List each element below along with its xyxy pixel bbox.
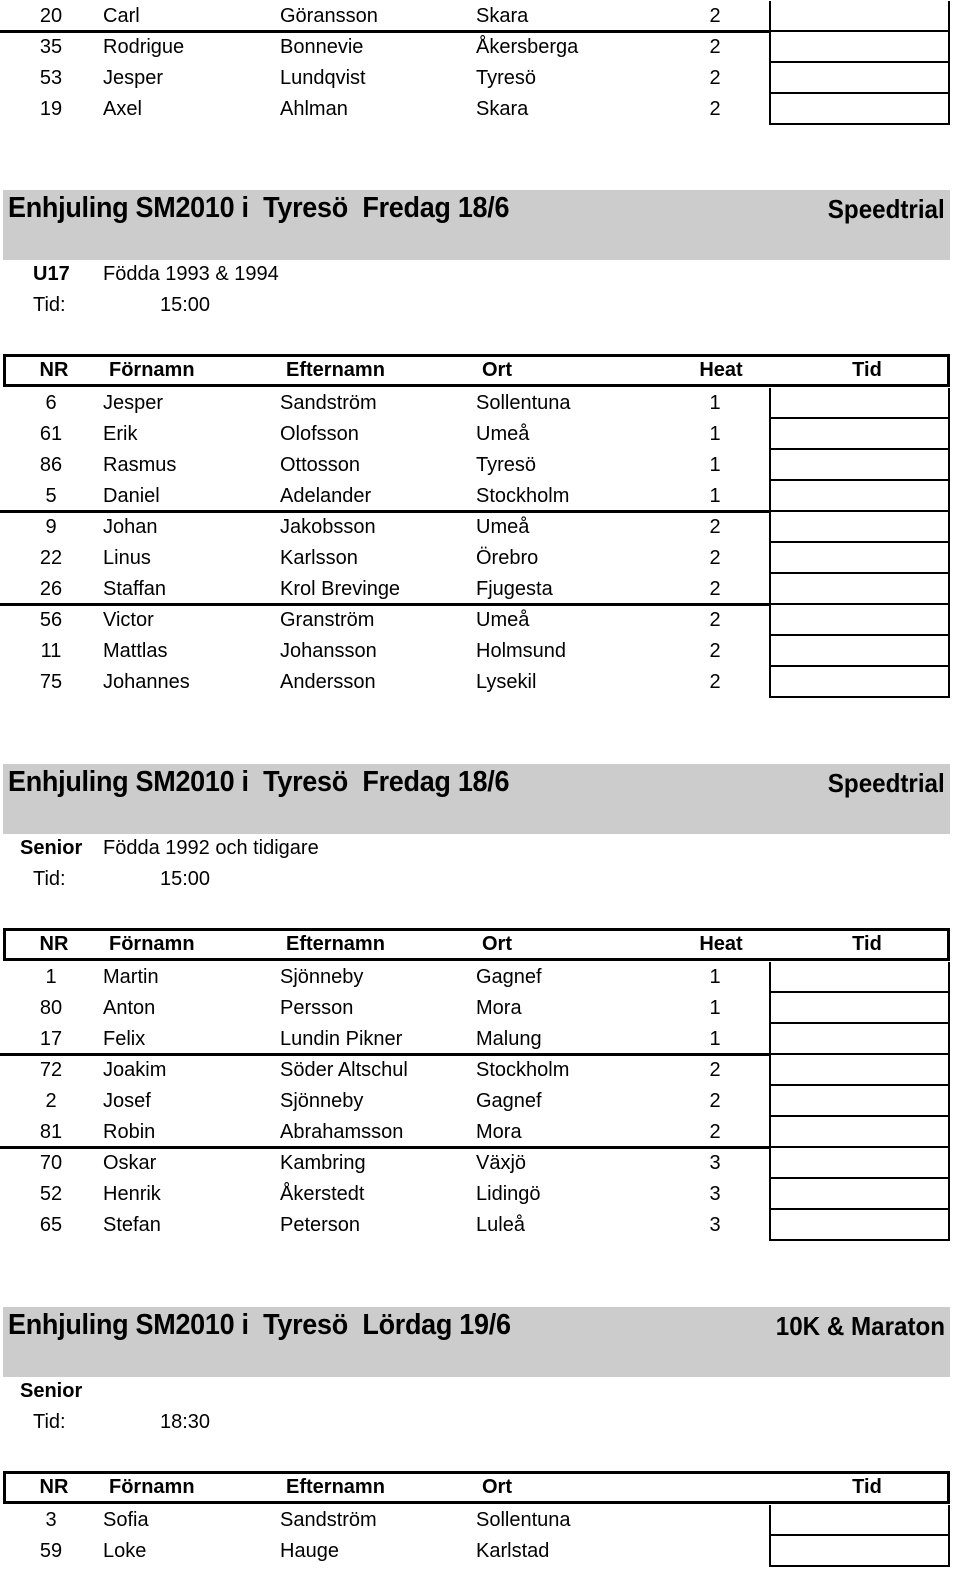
city: Gagnef xyxy=(476,966,542,988)
first-name: Johannes xyxy=(103,671,190,693)
time-entry-cell[interactable] xyxy=(769,1117,950,1148)
city: Tyresö xyxy=(476,67,537,89)
section-banner xyxy=(3,190,950,260)
table-row xyxy=(0,1024,960,1055)
header-tid: Tid xyxy=(852,933,882,955)
first-name: Carl xyxy=(103,5,140,27)
heat-group-divider xyxy=(0,1053,770,1056)
last-name: Abrahamsson xyxy=(280,1121,404,1143)
table-row xyxy=(0,388,960,419)
last-name: Ottosson xyxy=(280,454,361,476)
last-name: Sandström xyxy=(280,392,377,414)
time-entry-cell[interactable] xyxy=(769,1,950,32)
bib-number: 56 xyxy=(39,609,63,631)
heat-number: 2 xyxy=(709,5,721,27)
category-label: Senior xyxy=(20,837,83,859)
heat-number: 1 xyxy=(709,1028,721,1050)
time-entry-cell[interactable] xyxy=(769,1536,950,1567)
heat-number: 1 xyxy=(709,392,721,414)
table-row xyxy=(0,94,960,125)
bib-number: 75 xyxy=(39,671,63,693)
city: Mora xyxy=(476,997,522,1019)
table-row xyxy=(0,1055,960,1086)
heat-number: 1 xyxy=(709,454,721,476)
table-row xyxy=(0,605,960,636)
first-name: Joakim xyxy=(103,1059,167,1081)
city: Örebro xyxy=(476,547,539,569)
time-entry-cell[interactable] xyxy=(769,1024,950,1055)
time-entry-cell[interactable] xyxy=(769,962,950,993)
time-entry-cell[interactable] xyxy=(769,94,950,125)
city: Fjugesta xyxy=(476,578,553,600)
time-entry-cell[interactable] xyxy=(769,1148,950,1179)
bib-number: 86 xyxy=(39,454,63,476)
bib-number: 2 xyxy=(45,1090,57,1112)
table-header xyxy=(3,1471,950,1504)
table-row xyxy=(0,1086,960,1117)
time-entry-cell[interactable] xyxy=(769,512,950,543)
first-name: Stefan xyxy=(103,1214,161,1236)
first-name: Johan xyxy=(103,516,158,538)
bib-number: 72 xyxy=(39,1059,63,1081)
first-name: Jesper xyxy=(103,392,164,414)
heat-number: 2 xyxy=(709,516,721,538)
table-row xyxy=(0,574,960,605)
banner-title: Enhjuling SM2010 i Tyresö Fredag 18/6 xyxy=(8,192,510,224)
last-name: Göransson xyxy=(280,5,378,27)
bib-number: 80 xyxy=(39,997,63,1019)
first-name: Rasmus xyxy=(103,454,177,476)
table-row xyxy=(0,481,960,512)
bib-number: 6 xyxy=(45,392,57,414)
last-name: Adelander xyxy=(280,485,372,507)
heat-number: 2 xyxy=(709,671,721,693)
table-row xyxy=(0,993,960,1024)
heat-number: 2 xyxy=(709,547,721,569)
banner-title: Enhjuling SM2010 i Tyresö Lördag 19/6 xyxy=(8,1309,511,1341)
header-last: Efternamn xyxy=(286,359,385,381)
header-nr: NR xyxy=(39,359,69,381)
time-entry-cell[interactable] xyxy=(769,543,950,574)
heat-number: 1 xyxy=(709,997,721,1019)
last-name: Sjönneby xyxy=(280,966,364,988)
heat-number: 2 xyxy=(709,640,721,662)
time-label: Tid: xyxy=(33,294,66,316)
table-row xyxy=(0,1148,960,1179)
header-first: Förnamn xyxy=(109,1476,195,1498)
heat-number: 2 xyxy=(709,1121,721,1143)
bib-number: 52 xyxy=(39,1183,63,1205)
last-name: Bonnevie xyxy=(280,36,364,58)
table-row xyxy=(0,512,960,543)
bib-number: 17 xyxy=(39,1028,63,1050)
heat-number: 3 xyxy=(709,1183,721,1205)
category-label: Senior xyxy=(20,1380,83,1402)
heat-group-divider xyxy=(0,603,770,606)
city: Lysekil xyxy=(476,671,537,693)
table-row xyxy=(0,1505,960,1536)
first-name: Victor xyxy=(103,609,154,631)
heat-group-divider xyxy=(0,30,770,33)
time-label: Tid: xyxy=(33,1411,66,1433)
heat-number: 2 xyxy=(709,1090,721,1112)
bib-number: 59 xyxy=(39,1540,63,1562)
first-name: Axel xyxy=(103,98,142,120)
header-ort: Ort xyxy=(482,1476,512,1498)
city: Gagnef xyxy=(476,1090,542,1112)
last-name: Krol Brevinge xyxy=(280,578,401,600)
table-row xyxy=(0,1536,960,1567)
city: Tyresö xyxy=(476,454,537,476)
bib-number: 3 xyxy=(45,1509,57,1531)
city: Holmsund xyxy=(476,640,567,662)
heat-number: 3 xyxy=(709,1152,721,1174)
header-nr: NR xyxy=(39,1476,69,1498)
last-name: Andersson xyxy=(280,671,376,693)
city: Åkersberga xyxy=(476,36,579,58)
last-name: Karlsson xyxy=(280,547,358,569)
banner-event: Speedtrial xyxy=(828,194,945,224)
time-entry-cell[interactable] xyxy=(769,450,950,481)
category-description: Födda 1992 och tidigare xyxy=(103,837,319,859)
time-entry-cell[interactable] xyxy=(769,388,950,419)
table-header xyxy=(3,928,950,961)
time-entry-cell[interactable] xyxy=(769,1055,950,1086)
time-label: Tid: xyxy=(33,868,66,890)
first-name: Oskar xyxy=(103,1152,157,1174)
heat-number: 2 xyxy=(709,578,721,600)
bib-number: 9 xyxy=(45,516,57,538)
heat-group-divider xyxy=(0,1146,770,1149)
header-tid: Tid xyxy=(852,1476,882,1498)
header-tid: Tid xyxy=(852,359,882,381)
bib-number: 65 xyxy=(39,1214,63,1236)
first-name: Linus xyxy=(103,547,151,569)
last-name: Johansson xyxy=(280,640,377,662)
bib-number: 1 xyxy=(45,966,57,988)
header-last: Efternamn xyxy=(286,933,385,955)
last-name: Peterson xyxy=(280,1214,361,1236)
bib-number: 20 xyxy=(39,5,63,27)
heat-number: 1 xyxy=(709,485,721,507)
banner-event: Speedtrial xyxy=(828,768,945,798)
table-header xyxy=(3,354,950,387)
table-row xyxy=(0,962,960,993)
city: Umeå xyxy=(476,609,530,631)
header-first: Förnamn xyxy=(109,359,195,381)
table-row xyxy=(0,1179,960,1210)
table-row xyxy=(0,32,960,63)
last-name: Hauge xyxy=(280,1540,339,1562)
heat-number: 2 xyxy=(709,1059,721,1081)
header-first: Förnamn xyxy=(109,933,195,955)
heat-number: 2 xyxy=(709,609,721,631)
last-name: Kambring xyxy=(280,1152,366,1174)
city: Stockholm xyxy=(476,485,570,507)
header-heat: Heat xyxy=(699,359,743,381)
first-name: Sofia xyxy=(103,1509,149,1531)
bib-number: 11 xyxy=(40,640,62,662)
first-name: Josef xyxy=(103,1090,151,1112)
section-banner xyxy=(3,764,950,834)
last-name: Söder Altschul xyxy=(280,1059,408,1081)
heat-number: 2 xyxy=(709,98,721,120)
header-ort: Ort xyxy=(482,359,512,381)
last-name: Åkerstedt xyxy=(280,1183,365,1205)
city: Sollentuna xyxy=(476,1509,571,1531)
first-name: Erik xyxy=(103,423,138,445)
heat-number: 2 xyxy=(709,67,721,89)
last-name: Sandström xyxy=(280,1509,377,1531)
table-row xyxy=(0,419,960,450)
heat-group-divider xyxy=(0,510,770,513)
first-name: Felix xyxy=(103,1028,146,1050)
header-heat: Heat xyxy=(699,933,743,955)
table-row xyxy=(0,543,960,574)
table-row xyxy=(0,1210,960,1241)
first-name: Henrik xyxy=(103,1183,161,1205)
city: Skara xyxy=(476,98,529,120)
bib-number: 70 xyxy=(39,1152,63,1174)
heat-number: 1 xyxy=(709,423,721,445)
city: Lidingö xyxy=(476,1183,541,1205)
table-row xyxy=(0,1117,960,1148)
time-entry-cell[interactable] xyxy=(769,481,950,512)
banner-event: 10K & Maraton xyxy=(775,1311,945,1341)
bib-number: 22 xyxy=(39,547,63,569)
header-nr: NR xyxy=(39,933,69,955)
city: Skara xyxy=(476,5,529,27)
bib-number: 61 xyxy=(39,423,63,445)
time-entry-cell[interactable] xyxy=(769,1179,950,1210)
time-entry-cell[interactable] xyxy=(769,63,950,94)
city: Malung xyxy=(476,1028,542,1050)
city: Umeå xyxy=(476,423,530,445)
time-entry-cell[interactable] xyxy=(769,993,950,1024)
time-entry-cell[interactable] xyxy=(769,1210,950,1241)
table-row xyxy=(0,63,960,94)
start-time: 15:00 xyxy=(160,868,211,890)
last-name: Ahlman xyxy=(280,98,348,120)
start-time: 15:00 xyxy=(160,294,211,316)
heat-number: 1 xyxy=(709,966,721,988)
last-name: Granström xyxy=(280,609,375,631)
time-entry-cell[interactable] xyxy=(769,605,950,636)
city: Sollentuna xyxy=(476,392,571,414)
time-entry-cell[interactable] xyxy=(769,1086,950,1117)
bib-number: 35 xyxy=(39,36,63,58)
bib-number: 19 xyxy=(39,98,63,120)
first-name: Loke xyxy=(103,1540,147,1562)
time-entry-cell[interactable] xyxy=(769,1505,950,1536)
heat-number: 2 xyxy=(709,36,721,58)
time-entry-cell[interactable] xyxy=(769,667,950,698)
city: Växjö xyxy=(476,1152,527,1174)
time-entry-cell[interactable] xyxy=(769,419,950,450)
table-row xyxy=(0,636,960,667)
first-name: Rodrigue xyxy=(103,36,185,58)
first-name: Daniel xyxy=(103,485,160,507)
first-name: Martin xyxy=(103,966,159,988)
last-name: Olofsson xyxy=(280,423,359,445)
header-ort: Ort xyxy=(482,933,512,955)
table-row xyxy=(0,667,960,698)
start-time: 18:30 xyxy=(160,1411,211,1433)
banner-title: Enhjuling SM2010 i Tyresö Fredag 18/6 xyxy=(8,766,510,798)
bib-number: 26 xyxy=(39,578,63,600)
bib-number: 53 xyxy=(39,67,63,89)
last-name: Sjönneby xyxy=(280,1090,364,1112)
section-banner xyxy=(3,1307,950,1377)
first-name: Anton xyxy=(103,997,156,1019)
city: Umeå xyxy=(476,516,530,538)
first-name: Jesper xyxy=(103,67,164,89)
bib-number: 5 xyxy=(45,485,57,507)
city: Stockholm xyxy=(476,1059,570,1081)
city: Karlstad xyxy=(476,1540,550,1562)
category-label: U17 xyxy=(33,263,70,285)
last-name: Lundqvist xyxy=(280,67,366,89)
first-name: Robin xyxy=(103,1121,156,1143)
last-name: Jakobsson xyxy=(280,516,376,538)
time-entry-cell[interactable] xyxy=(769,636,950,667)
time-entry-cell[interactable] xyxy=(769,574,950,605)
first-name: Mattlas xyxy=(103,640,168,662)
city: Luleå xyxy=(476,1214,525,1236)
time-entry-cell[interactable] xyxy=(769,32,950,63)
last-name: Persson xyxy=(280,997,354,1019)
last-name: Lundin Pikner xyxy=(280,1028,403,1050)
city: Mora xyxy=(476,1121,522,1143)
header-last: Efternamn xyxy=(286,1476,385,1498)
category-description: Födda 1993 & 1994 xyxy=(103,263,279,285)
table-row xyxy=(0,1,960,32)
heat-number: 3 xyxy=(709,1214,721,1236)
bib-number: 81 xyxy=(39,1121,63,1143)
table-row xyxy=(0,450,960,481)
first-name: Staffan xyxy=(103,578,167,600)
